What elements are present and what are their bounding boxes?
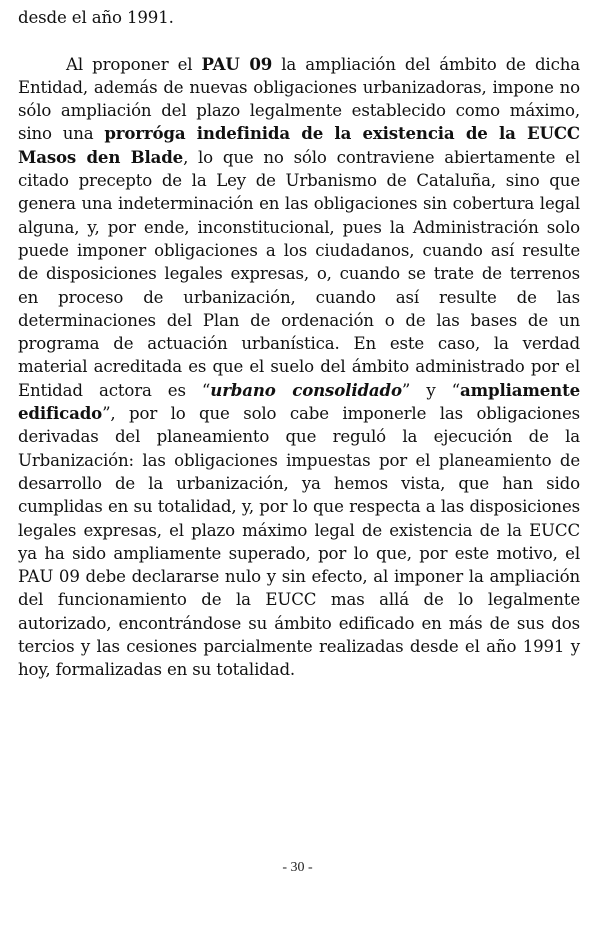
paragraph-run: ”, por lo que solo cabe imponerle las obligaciones derivadas del planeamiento que reguló la ejecución de la Urbanización: las obligaciones impuestas por el planeamiento de desarrollo de la urbanización, ya hemos vista, que han sido cumplidas en su totalidad, y, por lo que respecta a las disposiciones legales expresas, el plazo máximo legal de existencia de la EUCC ya ha sido ampliamente superado, por lo que, por este motivo, el PAU 09 debe declararse nulo y sin efecto, al imponer la ampliación del funcionamiento de la EUCC mas allá de lo legalmente autorizado, encontrándose su ámbito edificado en más de sus dos tercios y las cesiones parcialmente realizadas desde el año 1991 y hoy, formalizadas en su totalidad. xyxy=(18,404,580,680)
paragraph-run: ” y “ xyxy=(401,380,460,400)
page-number: - 30 - xyxy=(282,860,313,875)
paragraph-run-bold: ampliamente edificado xyxy=(18,379,581,424)
paragraph-run-bold: prorróga indefinida de la existencia de la EUCC Masos den Blade xyxy=(18,123,580,167)
paragraph-run-bold: PAU 09 xyxy=(201,53,273,74)
paragraph-run: , lo que no sólo contraviene abiertamente el citado precepto de la Ley de Urbanismo de Cataluña, sino que genera una indeterminación en las obligaciones sin cobertura legal alguna, y, por ende, inconstitucional, pues la Administración solo puede imponer obligaciones a los ciudadanos, cuando así resulte de disposiciones legales expresas, o, cuando se trate de terrenos en proceso de urbanización, cuando así resulte de las determinaciones del Plan de ordenación o de las bases de un programa de actuación urbanística. En este caso, la verdad material acreditada es que el suelo del ámbito administrado por el Entidad actora es “ xyxy=(18,147,580,400)
main-paragraph xyxy=(18,53,580,682)
paragraph-run: Al proponer el xyxy=(66,54,202,74)
lead-line: desde el año 1991. xyxy=(18,8,174,27)
paragraph-run: la ampliación del ámbito de dicha Entidad, además de nuevas obligaciones urbanizadoras, impone no sólo ampliación del plazo legalmente establecido como máximo, sino una xyxy=(18,54,581,144)
document-body xyxy=(18,6,580,682)
paragraph-run-bold-italic: urbano consolidado xyxy=(210,379,402,400)
